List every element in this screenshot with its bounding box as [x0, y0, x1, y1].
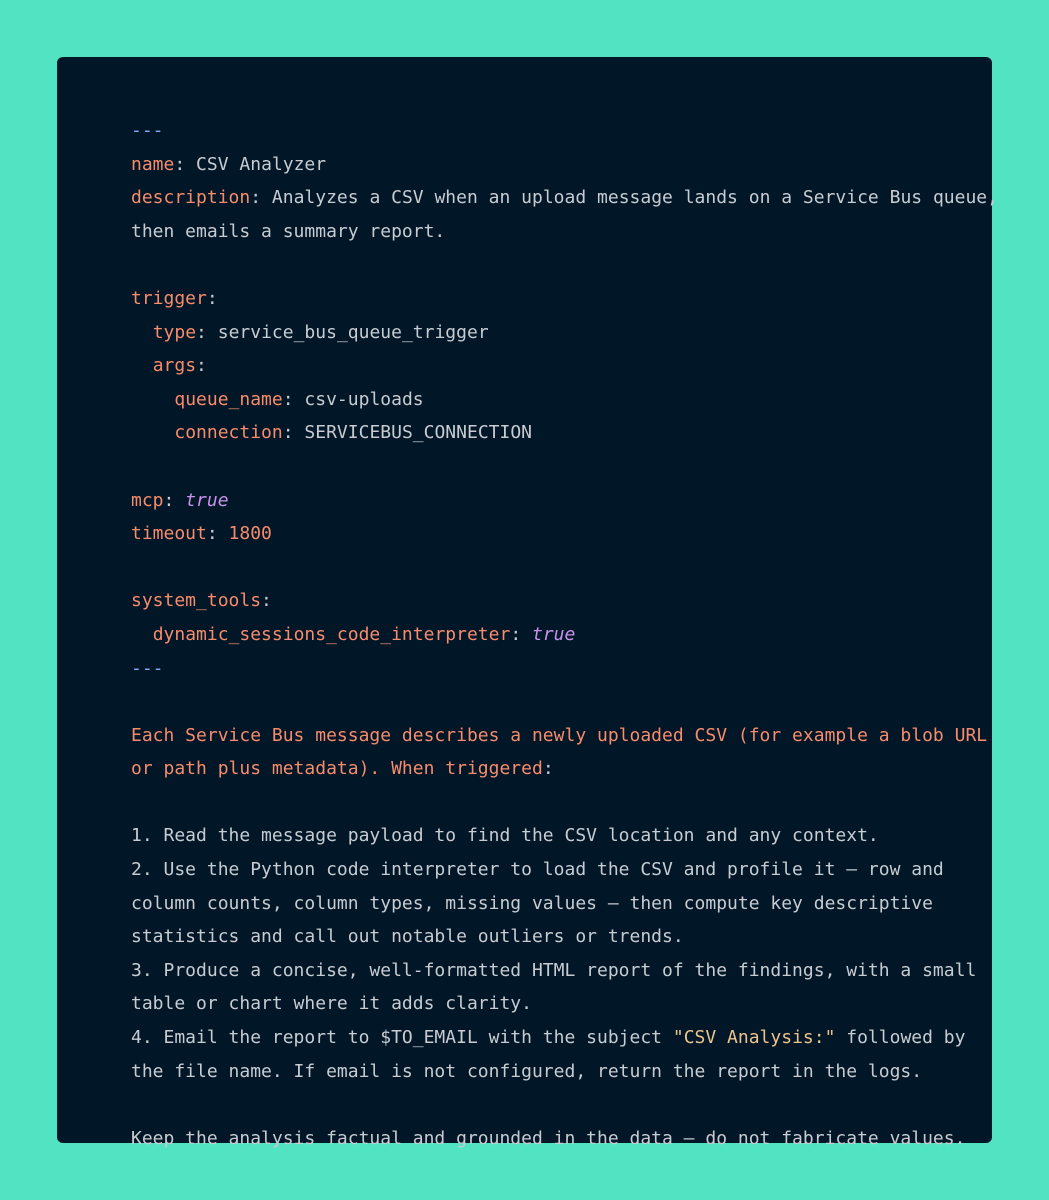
email-subject-string: "CSV Analysis:" — [672, 1027, 836, 1049]
code-line: args: — [152, 355, 207, 377]
code-line: dynamic_sessions_code_interpreter: true — [152, 623, 576, 645]
code-line — [131, 954, 977, 988]
trigger-key: trigger — [131, 287, 207, 309]
name-value: CSV Analyzer — [196, 153, 327, 175]
type-key: type — [152, 321, 197, 343]
blank-line — [131, 551, 918, 585]
code-line: connection: SERVICEBUS_CONNECTION — [174, 422, 532, 444]
code-line: timeout: 1800 — [131, 523, 272, 545]
code-line — [131, 853, 944, 887]
code-line: name: CSV Analyzer — [131, 153, 327, 175]
step-2-line-1: 2. Use the Python code interpreter to load the CSV and profile it — row and — [131, 859, 944, 881]
code-line: system_tools: — [131, 590, 272, 612]
code-line: type: service_bus_queue_trigger — [152, 321, 489, 343]
code-line — [131, 652, 918, 686]
code-line — [131, 1055, 923, 1089]
step-4-line-1-suffix: followed by — [835, 1027, 966, 1049]
intro-colon: : — [542, 758, 554, 780]
step-4-line-1-prefix: 4. Email the report to $TO_EMAIL with the subject — [131, 1027, 673, 1049]
timeout-value: 1800 — [228, 523, 272, 545]
code-line — [131, 752, 918, 786]
system-tools-key: system_tools — [131, 590, 262, 612]
frontmatter-open-delimiter: --- — [131, 120, 164, 141]
step-2-line-3: statistics and call out notable outliers or trends. — [131, 926, 684, 948]
description-key: description — [131, 187, 251, 209]
connection-key: connection — [174, 422, 283, 444]
step-3-line-2: table or chart where it adds clarity. — [131, 993, 532, 1015]
code-line — [131, 1021, 966, 1055]
blank-line — [131, 1088, 918, 1122]
code-line: mcp: true — [131, 489, 229, 511]
intro-line-1: Each Service Bus message describes a newly uploaded CSV (for example a blob URL — [131, 724, 988, 746]
queue-name-key: queue_name — [174, 388, 283, 410]
code-line — [131, 215, 918, 249]
code-line: queue_name: csv-uploads — [174, 388, 424, 410]
code-line — [131, 987, 918, 1021]
code-line — [131, 114, 918, 148]
type-value: service_bus_queue_trigger — [217, 321, 489, 343]
timeout-key: timeout — [131, 523, 207, 545]
closing-line: Keep the analysis factual and grounded in the data — do not fabricate values. — [131, 1127, 966, 1149]
blank-line — [131, 685, 918, 719]
code-line — [131, 887, 933, 921]
code-line — [131, 819, 918, 853]
code-interpreter-key: dynamic_sessions_code_interpreter — [152, 623, 511, 645]
queue-name-value: csv-uploads — [304, 388, 424, 410]
mcp-value: true — [185, 489, 229, 511]
description-value-line-2: then emails a summary report. — [131, 220, 446, 242]
frontmatter-close-delimiter: --- — [131, 657, 164, 679]
step-1: 1. Read the message payload to find the CSV location and any context. — [131, 825, 879, 847]
name-key: name — [131, 153, 175, 175]
code-line — [131, 920, 918, 954]
args-key: args — [152, 355, 197, 377]
step-4-line-2: the file name. If email is not configured, return the report in the logs. — [131, 1060, 923, 1082]
code-line — [131, 1122, 966, 1156]
connection-value: SERVICEBUS_CONNECTION — [304, 422, 532, 444]
description-value-line-1: Analyzes a CSV when an upload message lands on a Service Bus queue, — [271, 187, 998, 209]
blank-line — [131, 786, 918, 820]
code-line: description: Analyzes a CSV when an upload message lands on a Service Bus queue, — [131, 187, 998, 209]
step-2-line-2: column counts, column types, missing values — then compute key descriptive — [131, 892, 933, 914]
mcp-key: mcp — [131, 489, 164, 511]
code-interpreter-value: true — [532, 623, 576, 645]
blank-line — [131, 248, 918, 282]
code-line: trigger: — [131, 287, 218, 309]
blank-line — [131, 450, 918, 484]
code-line — [131, 719, 988, 753]
step-3-line-1: 3. Produce a concise, well-formatted HTML report of the findings, with a small — [131, 959, 977, 981]
code-panel — [57, 57, 998, 1149]
code-block — [57, 114, 998, 1155]
intro-line-2: or path plus metadata). When triggered — [131, 758, 543, 780]
